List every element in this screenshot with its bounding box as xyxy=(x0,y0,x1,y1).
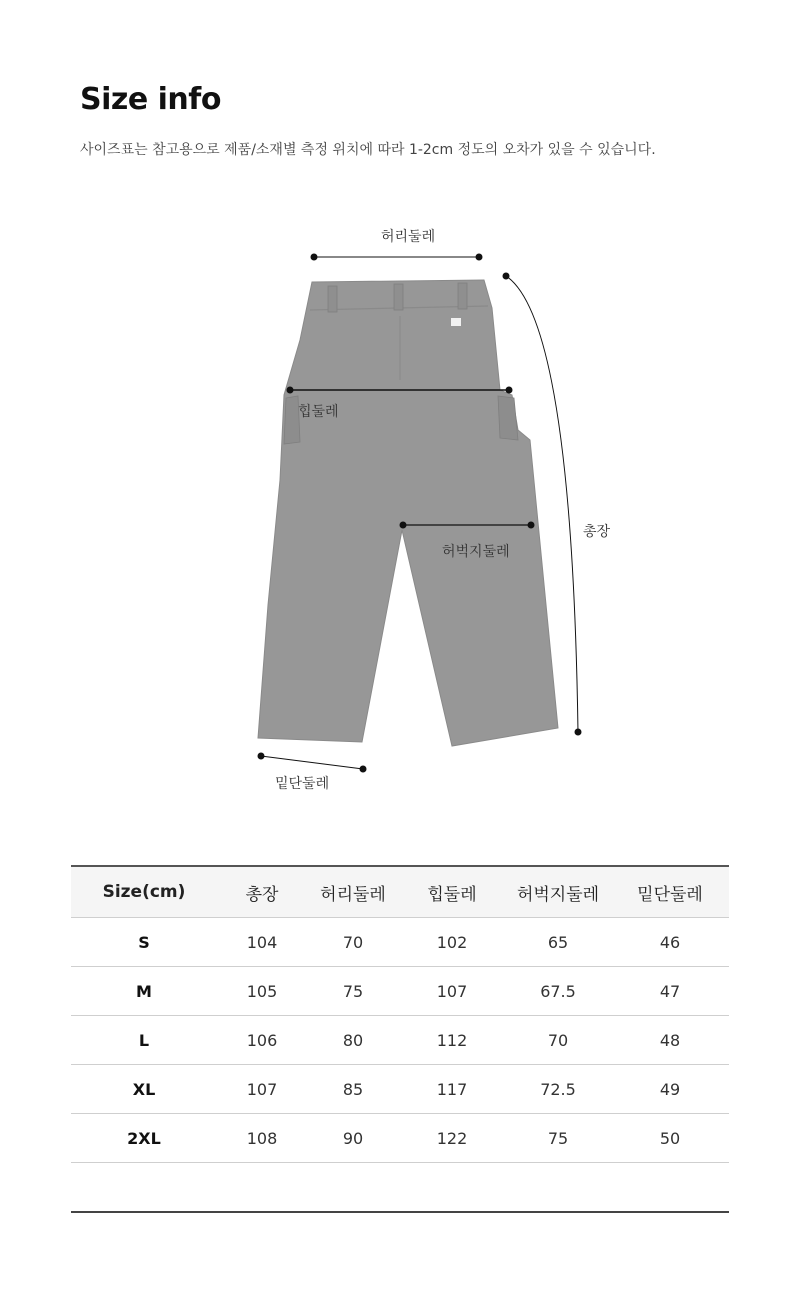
length-cell: 108 xyxy=(217,1114,307,1163)
table-row xyxy=(71,1114,729,1163)
hem-measure-line xyxy=(261,756,363,769)
header-hem: 밑단둘레 xyxy=(611,866,729,918)
header-waist: 허리둘레 xyxy=(307,866,399,918)
header-size: Size(cm) xyxy=(71,866,217,918)
thigh-cell: 72.5 xyxy=(505,1065,611,1114)
page-title: Size info xyxy=(80,82,221,117)
thigh-cell: 70 xyxy=(505,1016,611,1065)
waist-cell: 90 xyxy=(307,1114,399,1163)
waist-dot-right xyxy=(476,254,483,261)
waist-dot-left xyxy=(311,254,318,261)
hem-cell: 48 xyxy=(611,1016,729,1065)
header-length: 총장 xyxy=(217,866,307,918)
hem-cell: 46 xyxy=(611,918,729,967)
hip-cell: 107 xyxy=(399,967,505,1016)
pants-illustration xyxy=(0,200,800,820)
length-cell: 106 xyxy=(217,1016,307,1065)
hip-cell: 112 xyxy=(399,1016,505,1065)
header-thigh: 허벅지둘레 xyxy=(505,866,611,918)
bottom-divider xyxy=(71,1211,729,1213)
hem-label: 밑단둘레 xyxy=(275,776,330,792)
length-cell: 107 xyxy=(217,1065,307,1114)
length-dot-bottom xyxy=(575,729,582,736)
hem-cell: 47 xyxy=(611,967,729,1016)
waist-cell: 85 xyxy=(307,1065,399,1114)
hem-cell: 49 xyxy=(611,1065,729,1114)
waist-cell: 75 xyxy=(307,967,399,1016)
length-label: 총장 xyxy=(583,524,611,540)
hem-cell: 50 xyxy=(611,1114,729,1163)
length-cell: 104 xyxy=(217,918,307,967)
hip-cell: 122 xyxy=(399,1114,505,1163)
length-dot-top xyxy=(503,273,510,280)
hip-dot-left xyxy=(287,387,294,394)
waist-cell: 80 xyxy=(307,1016,399,1065)
thigh-dot-left xyxy=(400,522,407,529)
thigh-cell: 67.5 xyxy=(505,967,611,1016)
thigh-cell: 65 xyxy=(505,918,611,967)
hip-label: 힙둘레 xyxy=(298,404,339,420)
pants-body xyxy=(258,280,558,746)
size-cell: 2XL xyxy=(71,1114,217,1163)
hip-cell: 102 xyxy=(399,918,505,967)
thigh-label: 허벅지둘레 xyxy=(442,544,510,560)
size-cell: S xyxy=(71,918,217,967)
hem-dot-right xyxy=(360,766,367,773)
thigh-cell: 75 xyxy=(505,1114,611,1163)
table-row xyxy=(71,918,729,967)
hem-dot-left xyxy=(258,753,265,760)
size-cell: XL xyxy=(71,1065,217,1114)
waist-label: 허리둘레 xyxy=(381,229,436,245)
size-cell: M xyxy=(71,967,217,1016)
size-table xyxy=(71,865,729,1163)
table-header-row xyxy=(71,866,729,918)
pants-measurement-diagram xyxy=(0,200,800,820)
thigh-dot-right xyxy=(528,522,535,529)
hip-cell: 117 xyxy=(399,1065,505,1114)
size-cell: L xyxy=(71,1016,217,1065)
table-row xyxy=(71,1065,729,1114)
size-disclaimer: 사이즈표는 참고용으로 제품/소재별 측정 위치에 따라 1-2cm 정도의 오차가 있을 수 있습니다. xyxy=(80,142,656,158)
length-cell: 105 xyxy=(217,967,307,1016)
header-hip: 힙둘레 xyxy=(399,866,505,918)
hip-dot-right xyxy=(506,387,513,394)
table-row xyxy=(71,967,729,1016)
table-row xyxy=(71,1016,729,1065)
waist-cell: 70 xyxy=(307,918,399,967)
